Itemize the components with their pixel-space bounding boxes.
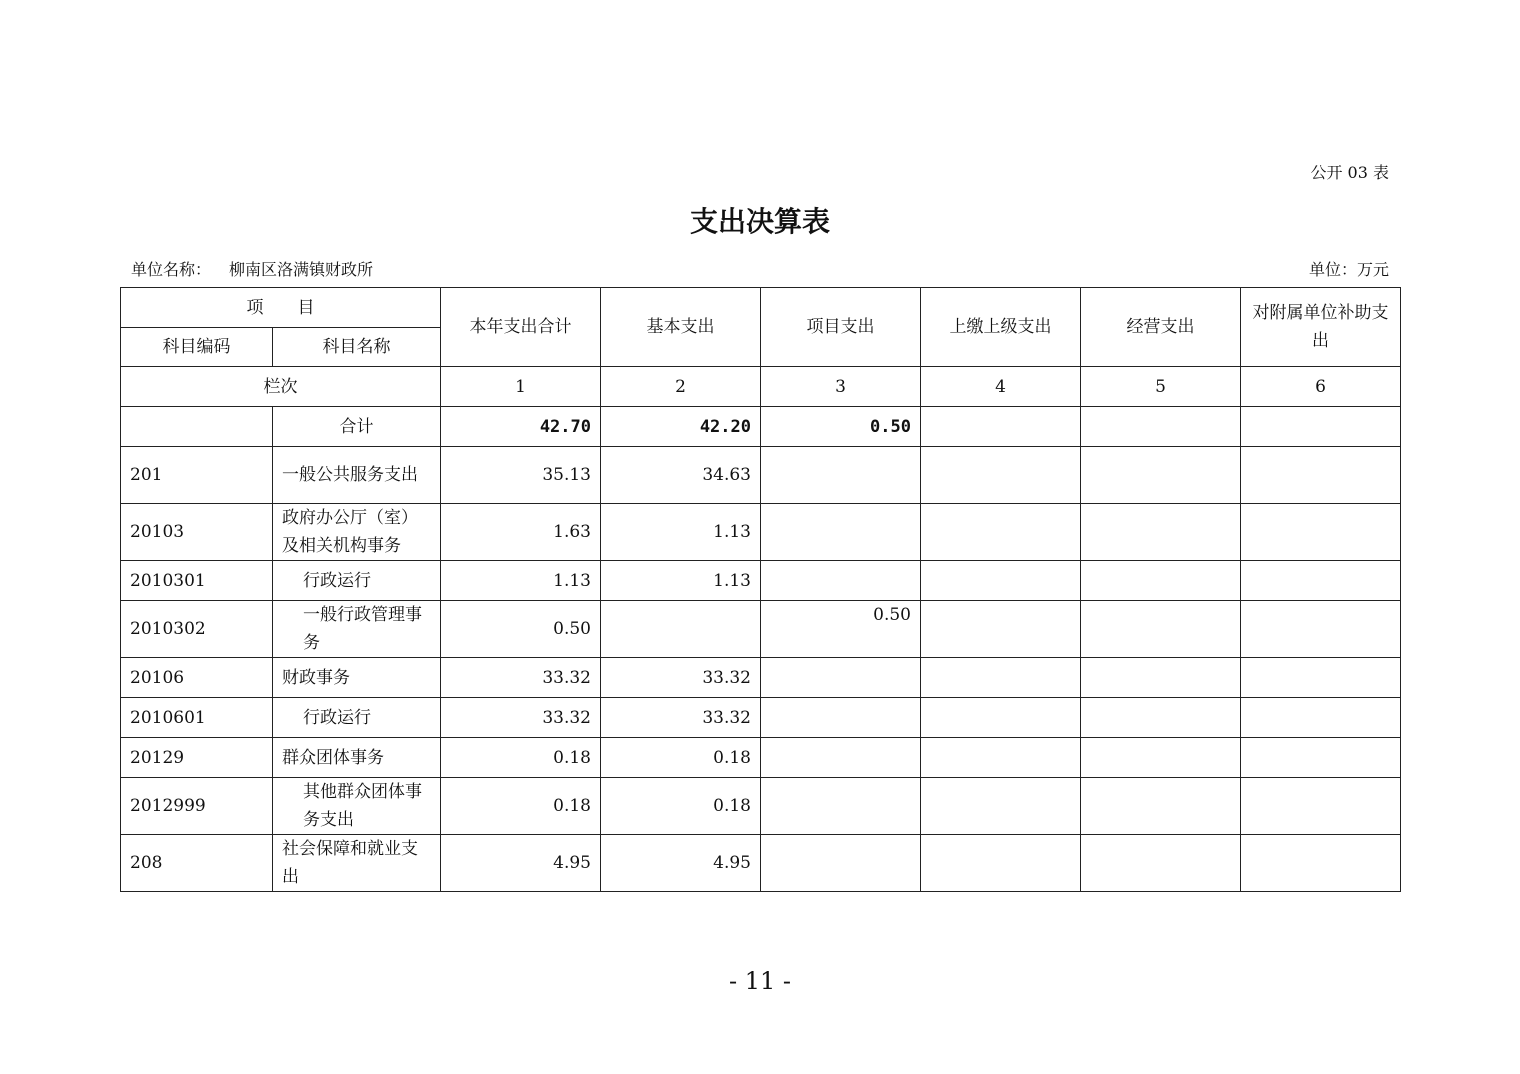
row-project <box>761 835 921 892</box>
table-cell <box>921 504 1081 561</box>
row-code: 2010301 <box>121 561 273 601</box>
row-name: 一般行政管理事务 <box>273 601 441 658</box>
row-total: 4.95 <box>441 835 601 892</box>
row-project: 0.50 <box>761 601 921 658</box>
row-code: 20106 <box>121 658 273 698</box>
table-row <box>121 698 1401 738</box>
page-title: 支出决算表 <box>689 205 830 238</box>
table-cell <box>1241 601 1401 658</box>
row-total: 0.18 <box>441 778 601 835</box>
unit-label: 单位：万元 <box>1308 260 1389 279</box>
col-number: 4 <box>921 367 1081 407</box>
header-total: 本年支出合计 <box>441 288 601 367</box>
table-cell <box>1241 504 1401 561</box>
table-cell <box>1081 778 1241 835</box>
unit-name-line <box>131 257 373 280</box>
table-cell <box>921 738 1081 778</box>
row-code: 20129 <box>121 738 273 778</box>
table-cell <box>921 447 1081 504</box>
table-cell <box>1241 778 1401 835</box>
table-cell <box>1241 447 1401 504</box>
row-name: 财政事务 <box>273 658 441 698</box>
table-cell <box>121 407 273 447</box>
col-number: 3 <box>761 367 921 407</box>
row-name: 行政运行 <box>273 561 441 601</box>
row-name: 社会保障和就业支出 <box>273 835 441 892</box>
header-subsidy: 对附属单位补助支出 <box>1241 288 1401 367</box>
table-cell <box>1081 658 1241 698</box>
column-label: 栏次 <box>121 367 441 407</box>
row-total: 35.13 <box>441 447 601 504</box>
table-cell <box>921 778 1081 835</box>
header-name: 科目名称 <box>273 328 441 367</box>
row-name: 行政运行 <box>273 698 441 738</box>
row-code: 201 <box>121 447 273 504</box>
table-cell <box>921 407 1081 447</box>
expenditure-table <box>120 287 1401 892</box>
header-code: 科目编码 <box>121 328 273 367</box>
table-row <box>121 601 1401 658</box>
table-row <box>121 447 1401 504</box>
total-label: 合计 <box>273 407 441 447</box>
table-row <box>121 738 1401 778</box>
table-cell <box>921 658 1081 698</box>
table-row <box>121 835 1401 892</box>
unit-name: 柳南区洛满镇财政所 <box>229 260 374 279</box>
table-row <box>121 504 1401 561</box>
table-cell <box>1241 658 1401 698</box>
row-total: 33.32 <box>441 698 601 738</box>
table-cell <box>1081 738 1241 778</box>
header-item: 项 目 <box>121 288 441 328</box>
row-code: 2010302 <box>121 601 273 658</box>
row-name: 政府办公厅（室）及相关机构事务 <box>273 504 441 561</box>
row-code: 208 <box>121 835 273 892</box>
row-name: 其他群众团体事务支出 <box>273 778 441 835</box>
table-cell <box>1241 835 1401 892</box>
table-cell <box>1081 698 1241 738</box>
row-code: 2010601 <box>121 698 273 738</box>
row-basic: 33.32 <box>601 698 761 738</box>
header-upper: 上缴上级支出 <box>921 288 1081 367</box>
table-cell <box>1081 447 1241 504</box>
row-project <box>761 504 921 561</box>
row-basic: 0.18 <box>601 778 761 835</box>
row-name: 群众团体事务 <box>273 738 441 778</box>
row-basic: 1.13 <box>601 561 761 601</box>
row-basic: 33.32 <box>601 658 761 698</box>
row-project <box>761 561 921 601</box>
table-cell <box>921 698 1081 738</box>
table-cell <box>1081 601 1241 658</box>
header-basic: 基本支出 <box>601 288 761 367</box>
row-total: 33.32 <box>441 658 601 698</box>
total-project: 0.50 <box>761 407 921 447</box>
row-code: 2012999 <box>121 778 273 835</box>
header-row-1 <box>121 288 1401 328</box>
total-amount: 42.70 <box>441 407 601 447</box>
table-cell <box>1081 835 1241 892</box>
row-basic: 34.63 <box>601 447 761 504</box>
col-number: 1 <box>441 367 601 407</box>
row-project <box>761 658 921 698</box>
table-cell <box>921 601 1081 658</box>
row-total: 1.13 <box>441 561 601 601</box>
table-cell <box>1241 561 1401 601</box>
column-number-row <box>121 367 1401 407</box>
table-cell <box>1241 738 1401 778</box>
row-basic: 4.95 <box>601 835 761 892</box>
col-number: 6 <box>1241 367 1401 407</box>
row-project <box>761 738 921 778</box>
form-code: 公开 03 表 <box>1310 163 1389 182</box>
row-code: 20103 <box>121 504 273 561</box>
row-total: 1.63 <box>441 504 601 561</box>
row-project <box>761 698 921 738</box>
table-row <box>121 561 1401 601</box>
header-project: 项目支出 <box>761 288 921 367</box>
table-cell <box>1241 698 1401 738</box>
table-cell <box>1081 504 1241 561</box>
total-basic: 42.20 <box>601 407 761 447</box>
row-basic <box>601 601 761 658</box>
table-cell <box>921 835 1081 892</box>
table-cell <box>921 561 1081 601</box>
row-project <box>761 447 921 504</box>
row-name: 一般公共服务支出 <box>273 447 441 504</box>
row-basic: 1.13 <box>601 504 761 561</box>
table-cell <box>1241 407 1401 447</box>
col-number: 2 <box>601 367 761 407</box>
row-project <box>761 778 921 835</box>
page-number: - 11 - <box>728 967 791 995</box>
row-total: 0.50 <box>441 601 601 658</box>
row-total: 0.18 <box>441 738 601 778</box>
table-row <box>121 658 1401 698</box>
total-row <box>121 407 1401 447</box>
col-number: 5 <box>1081 367 1241 407</box>
row-basic: 0.18 <box>601 738 761 778</box>
table-cell <box>1081 407 1241 447</box>
table-row <box>121 778 1401 835</box>
unit-name-label: 单位名称： <box>131 260 212 279</box>
header-business: 经营支出 <box>1081 288 1241 367</box>
table-cell <box>1081 561 1241 601</box>
